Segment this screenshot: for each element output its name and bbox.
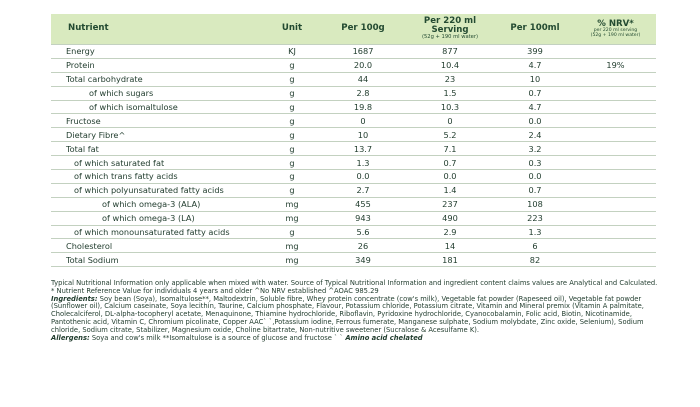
per-serving-cell: 490 — [405, 211, 495, 225]
per-serving-cell: 1.4 — [405, 183, 495, 197]
per-serving-cell: 181 — [405, 253, 495, 267]
per-100ml-cell: 108 — [495, 197, 575, 211]
per-100ml-cell: 1.3 — [495, 225, 575, 239]
nutrient-name: of which sugars — [51, 86, 263, 100]
per-100g-cell: 1.3 — [321, 156, 405, 170]
per-100g-cell: 44 — [321, 72, 405, 86]
per-100g-cell: 0 — [321, 114, 405, 128]
table-row — [51, 58, 656, 72]
per-serving-cell: 0.0 — [405, 170, 495, 184]
nutrient-name: Total carbohydrate — [51, 72, 263, 86]
per-100ml-cell: 4.7 — [495, 58, 575, 72]
table-row — [51, 86, 656, 100]
ingredients-paragraph — [51, 296, 661, 335]
per-100g-cell: 0.0 — [321, 170, 405, 184]
nutrient-name: Dietary Fibre^ — [51, 128, 263, 142]
table-row — [51, 183, 656, 197]
header-per-100g: Per 100g — [341, 23, 385, 34]
per-serving-cell: 1.5 — [405, 86, 495, 100]
per-100g-cell: 13.7 — [321, 142, 405, 156]
table-row — [51, 114, 656, 128]
ingredients-text: Soy bean (Soya), Isomaltulose**, Maltodextrin, Soluble fibre, Whey protein concentrate (cow's milk), Vegetable fat powder (Rapeseed oil), Vegetable fat powder (Sunflower oil), Calcium caseinate, Soya lecithin, Taurine, Calcium phosphate, Flavour, Potassium chloride, Potassium citrate, Vitamin and Mineral premix (Vitamin A palmitate, Cholecalciferol, DL-alpha-tocopheryl acetate, Menaquinone, Thiamine hydrochloride, Riboflavin, Pyridoxine hydrochloride, Cyanocobalamin, Folic acid, Biotin, Nicotinamide, Pantothenic acid, Vitamin C, Chromium picolinate, Copper AAC` `,Potassium iodine, Ferrous fumerate, Manganese sulphate, Sodium molybdate, Zinc oxide, Selenium), Sodium chloride, Sodium citrate, Stabilizer, Magnesium oxide, Choline bitartrate, Non-nutritive sweetener (Sucralose & Acesulfame K). — [51, 294, 644, 334]
unit-cell: mg — [263, 239, 321, 253]
header-per-100ml: Per 100ml — [510, 23, 560, 34]
unit-cell: g — [263, 170, 321, 184]
per-100ml-cell: 223 — [495, 211, 575, 225]
table-row — [51, 100, 656, 114]
nutrition-table — [51, 14, 656, 267]
unit-cell: g — [263, 100, 321, 114]
per-serving-cell: 10.4 — [405, 58, 495, 72]
nrv-cell — [575, 253, 656, 267]
nrv-cell — [575, 86, 656, 100]
table-row — [51, 239, 656, 253]
nrv-cell — [575, 183, 656, 197]
table-row — [51, 72, 656, 86]
table-row — [51, 128, 656, 142]
per-100ml-cell: 0.0 — [495, 170, 575, 184]
per-100g-cell: 943 — [321, 211, 405, 225]
nutrient-name: Cholesterol — [51, 239, 263, 253]
nrv-cell — [575, 225, 656, 239]
per-100g-cell: 19.8 — [321, 100, 405, 114]
nutrient-name: Total fat — [51, 142, 263, 156]
header-per-serving-sub: (52g + 190 ml water) — [421, 34, 479, 41]
unit-cell: mg — [263, 211, 321, 225]
per-serving-cell: 10.3 — [405, 100, 495, 114]
nrv-cell — [575, 128, 656, 142]
nrv-cell — [575, 211, 656, 225]
nrv-cell — [575, 114, 656, 128]
nutrient-name: of which saturated fat — [51, 156, 263, 170]
table-row — [51, 253, 656, 267]
nutrient-name: of which monounsaturated fatty acids — [51, 225, 263, 239]
unit-cell: g — [263, 156, 321, 170]
per-serving-cell: 877 — [405, 45, 495, 59]
unit-cell: g — [263, 225, 321, 239]
per-100ml-cell: 0.3 — [495, 156, 575, 170]
header-nutrient: Nutrient — [68, 23, 109, 34]
nrv-cell: 19% — [575, 58, 656, 72]
per-serving-cell: 237 — [405, 197, 495, 211]
nutrient-name: Fructose — [51, 114, 263, 128]
nutrient-name: Protein — [51, 58, 263, 72]
allergens-paragraph — [51, 335, 661, 343]
nrv-cell — [575, 239, 656, 253]
per-serving-cell: 7.1 — [405, 142, 495, 156]
unit-cell: KJ — [263, 45, 321, 59]
header-nrv — [575, 14, 656, 45]
per-100g-cell: 26 — [321, 239, 405, 253]
per-100g-cell: 10 — [321, 128, 405, 142]
unit-cell: g — [263, 142, 321, 156]
per-100ml-cell: 0.7 — [495, 86, 575, 100]
per-100g-cell: 455 — [321, 197, 405, 211]
nrv-cell — [575, 45, 656, 59]
allergens-label: Allergens: — [51, 333, 90, 342]
per-serving-cell: 0.7 — [405, 156, 495, 170]
per-100g-cell: 5.6 — [321, 225, 405, 239]
per-100ml-cell: 3.2 — [495, 142, 575, 156]
nutrient-name: of which trans fatty acids — [51, 170, 263, 184]
header-nrv-label: % NRV* — [597, 18, 634, 29]
header-per-serving-label: Per 220 ml Serving — [423, 16, 477, 36]
unit-cell: g — [263, 114, 321, 128]
table-row — [51, 156, 656, 170]
per-100g-cell: 349 — [321, 253, 405, 267]
per-100g-cell: 20.0 — [321, 58, 405, 72]
table-row — [51, 225, 656, 239]
nrv-cell — [575, 170, 656, 184]
table-row — [51, 197, 656, 211]
per-serving-cell: 2.9 — [405, 225, 495, 239]
allergens-text: Soya and cow's milk **Isomaltulose is a source of glucose and fructose ` ` — [89, 333, 343, 342]
per-100g-cell: 2.7 — [321, 183, 405, 197]
per-100ml-cell: 0.7 — [495, 183, 575, 197]
per-100ml-cell: 6 — [495, 239, 575, 253]
header-nrv-sub2: (52g + 190 ml water) — [590, 32, 641, 38]
nrv-cell — [575, 100, 656, 114]
nutrient-name: Total Sodium — [51, 253, 263, 267]
header-nrv-sub1: per 220 ml serving — [593, 27, 638, 33]
table-row — [51, 170, 656, 184]
nutrient-name: of which omega-3 (LA) — [51, 211, 263, 225]
unit-cell: g — [263, 128, 321, 142]
per-serving-cell: 23 — [405, 72, 495, 86]
nrv-cell — [575, 72, 656, 86]
unit-cell: g — [263, 86, 321, 100]
amino-acid-note: Amino acid chelated — [342, 333, 423, 342]
per-serving-cell: 0 — [405, 114, 495, 128]
per-100g-cell: 1687 — [321, 45, 405, 59]
unit-cell: mg — [263, 197, 321, 211]
table-body — [51, 45, 656, 267]
table-row — [51, 142, 656, 156]
per-100g-cell: 2.8 — [321, 86, 405, 100]
nutrient-name: Energy — [51, 45, 263, 59]
per-100ml-cell: 0.0 — [495, 114, 575, 128]
table-header-row — [51, 14, 656, 45]
nrv-cell — [575, 197, 656, 211]
unit-cell: g — [263, 183, 321, 197]
unit-cell: mg — [263, 253, 321, 267]
unit-cell: g — [263, 72, 321, 86]
nutrient-name: of which omega-3 (ALA) — [51, 197, 263, 211]
nutrient-name: of which isomaltulose — [51, 100, 263, 114]
typical-note: Typical Nutritional Information only applicable when mixed with water. Source of Typical Nutritional Information and ingredient content claims values are Analytical and Calculated. * Nutrient Reference Value for individuals 4 years and older ^No NRV established ^AOAC 985.29 — [51, 279, 658, 295]
header-unit: Unit — [281, 23, 303, 34]
unit-cell: g — [263, 58, 321, 72]
per-100ml-cell: 10 — [495, 72, 575, 86]
per-serving-cell: 14 — [405, 239, 495, 253]
footnotes — [51, 280, 661, 342]
per-100ml-cell: 2.4 — [495, 128, 575, 142]
per-100ml-cell: 82 — [495, 253, 575, 267]
nutrient-name: of which polyunsaturated fatty acids — [51, 183, 263, 197]
ingredients-label: Ingredients: — [51, 294, 98, 303]
nrv-cell — [575, 142, 656, 156]
header-per-serving — [405, 14, 495, 45]
nrv-cell — [575, 156, 656, 170]
per-serving-cell: 5.2 — [405, 128, 495, 142]
per-100ml-cell: 4.7 — [495, 100, 575, 114]
table-row — [51, 45, 656, 59]
per-100ml-cell: 399 — [495, 45, 575, 59]
nutrition-panel — [51, 14, 656, 267]
table-row — [51, 211, 656, 225]
